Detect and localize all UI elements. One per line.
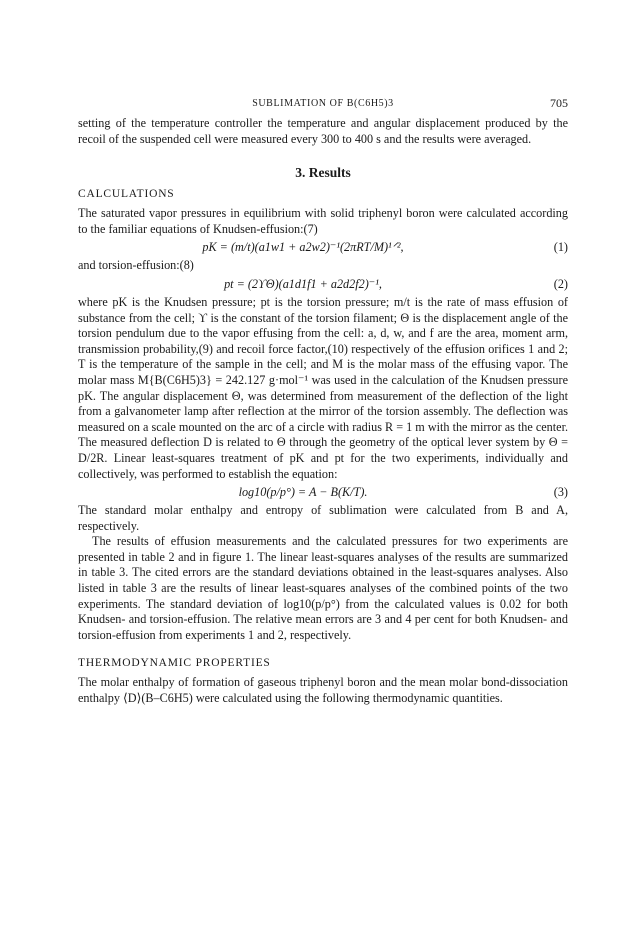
calculations-paragraph-2: and torsion-effusion:(8)	[78, 258, 194, 273]
section-heading: 3. Results	[295, 165, 351, 181]
equation-1	[78, 237, 568, 258]
journal-page	[78, 96, 568, 707]
calculations-paragraph-4: The standard molar enthalpy and entropy of sublimation were calculated from B and A, respectively.	[78, 503, 568, 533]
running-header	[78, 96, 568, 116]
calculations-heading: CALCULATIONS	[78, 188, 175, 201]
equation-1-number: (1)	[553, 240, 568, 255]
equation-2-body: pt = (2ϒΘ)(a1d1f1 + a2d2f2)⁻¹,	[224, 276, 382, 291]
page-number: 705	[550, 96, 568, 110]
equation-3	[78, 482, 568, 503]
calculations-paragraph-3: where pK is the Knudsen pressure; pt is the torsion pressure; m/t is the rate of mass effusion of substance from the cell; ϒ is the constant of the torsion filament; Θ is the displacement angle of the torsion pendulum due to the vapor effusing from the cell: a, d, w, and f are the area, moment arm, transmission probability,(9) and recoil force factor,(10) respectively of the effusion orifices 1 and 2; T is the temperature of the sample in the cell; and M is the molar mass of the effusing vapor. The molar mass M{B(C6H5)3} = 242.127 g·mol⁻¹ was used in the calculation of the Knudsen pressure pK. The angular displacement Θ, was determined from measurement of the deflection of the light from a galvanometer lamp after reflection at the mirror of the torsion assembly. The deflection was measured on a scale mounted on the arc of a circle with radius R = 1 m with the mirror as the center. The measured deflection D is related to Θ through the geometry of the optical lever system by Θ = D/2R. Linear least-squares treatment of pK and pt for the two experiments, individually and collectively, was performed to establish the equation:	[78, 294, 568, 481]
calculations-paragraph-1: The saturated vapor pressures in equilibrium with solid triphenyl boron were calculated according to the familiar equations of Knudsen-effusion:(7)	[78, 206, 568, 236]
thermodynamic-paragraph-1: The molar enthalpy of formation of gaseous triphenyl boron and the mean molar bond-dissociation enthalpy ⟨D⟩(B–C6H5) were calculated using the following thermodynamic quantities.	[78, 675, 568, 706]
equation-3-number: (3)	[553, 485, 568, 500]
thermodynamic-heading: THERMODYNAMIC PROPERTIES	[78, 657, 271, 670]
intro-paragraph: setting of the temperature controller the temperature and angular displacement produced by the recoil of the suspended cell were measured every 300 to 400 s and the results were averaged.	[78, 116, 568, 146]
running-title: SUBLIMATION OF B(C6H5)3	[252, 98, 394, 109]
calculations-paragraph-5: The results of effusion measurements and the calculated pressures for two experiments are presented in table 2 and in figure 1. The linear least-squares analyses of the results are summarized in table 3. The cited errors are the standard deviations obtained in the least-squares analyses. Also listed in table 3 are the results of linear least-squares analyses of the combined points of the two experiments. The standard deviation of log10(p/p°) from the calculated values is 0.02 for both Knudsen- and torsion-effusion. The relative mean errors are 3 and 4 per cent for both Knudsen- and torsion-effusion from experiments 1 and 2, respectively.	[78, 534, 568, 642]
equation-2	[78, 274, 568, 295]
equation-2-number: (2)	[553, 276, 568, 291]
equation-1-body: pK = (m/t)(a1w1 + a2w2)⁻¹(2πRT/M)¹ᐟ²,	[202, 240, 404, 255]
equation-3-body: log10(p/p°) = A − B(K/T).	[238, 485, 368, 500]
